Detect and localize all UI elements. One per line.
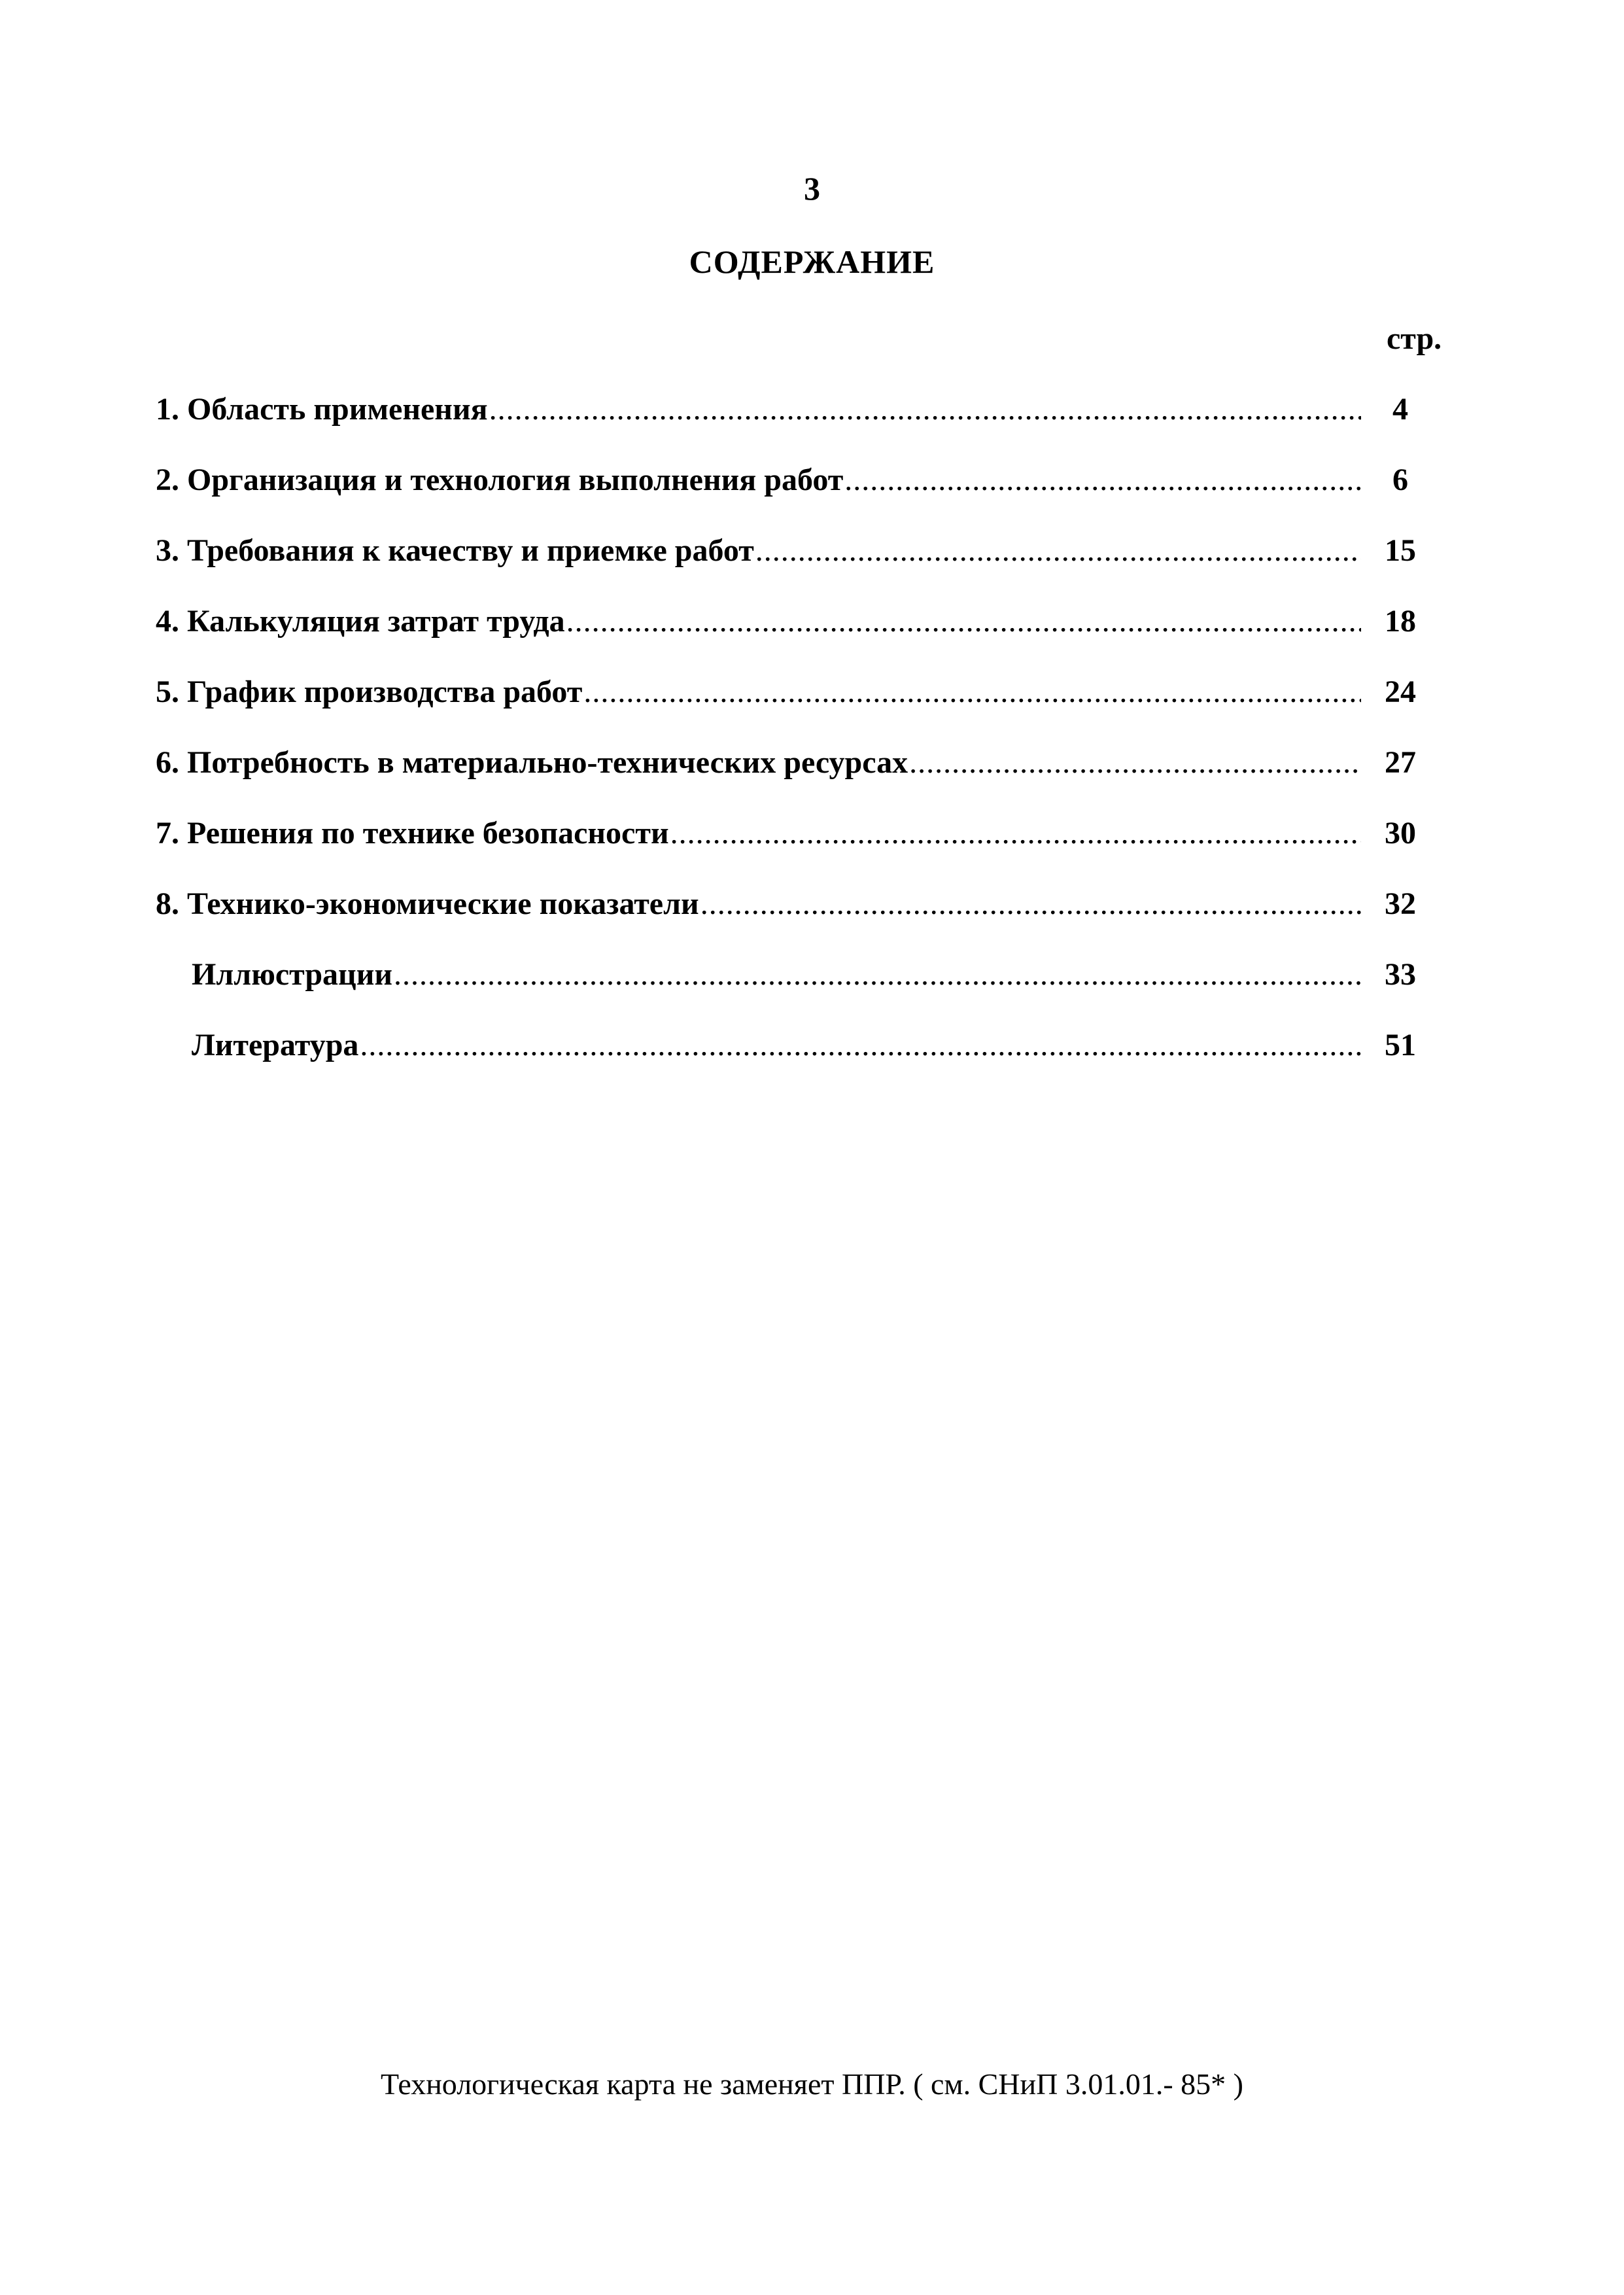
toc-entry-number: 3. (156, 533, 179, 568)
toc-entry-page: 33 (1385, 957, 1416, 992)
toc-entry-page: 4 (1392, 392, 1408, 427)
dot-leader (844, 461, 1361, 500)
dot-leader (360, 1026, 1361, 1065)
toc-entry-illustrations (156, 955, 1434, 1026)
toc-entry-title: График производства работ (187, 674, 583, 709)
dot-leader (583, 673, 1361, 712)
table-of-contents (156, 390, 1434, 1096)
toc-entry-title: Технико-экономические показатели (187, 886, 699, 921)
toc-entry-schedule (156, 673, 1434, 743)
toc-entry-title: Организация и технология выполнения работ (187, 463, 844, 497)
toc-entry-title: Решения по технике безопасности (187, 816, 669, 850)
toc-entry-quality (156, 531, 1434, 602)
toc-entry-page: 32 (1385, 886, 1416, 921)
toc-entry-literature (156, 1026, 1434, 1096)
toc-entry-page: 24 (1385, 674, 1416, 709)
toc-entry-safety (156, 814, 1434, 885)
dot-leader (394, 955, 1361, 994)
toc-entry-title: Потребность в материально-технических ресурсах (187, 745, 908, 780)
toc-entry-page: 18 (1385, 604, 1416, 639)
toc-title: СОДЕРЖАНИЕ (689, 243, 935, 280)
toc-entry-page: 15 (1385, 533, 1416, 568)
toc-entry-resources (156, 743, 1434, 814)
toc-entry-number: 4. (156, 604, 179, 639)
toc-entry-title: Область применения (187, 392, 488, 427)
footer-note: Технологическая карта не заменяет ППР. ( см. СНиП 3.01.01.- 85* ) (381, 2067, 1243, 2101)
toc-entry-page: 51 (1385, 1028, 1416, 1062)
dot-leader (489, 390, 1361, 429)
dot-leader (755, 531, 1361, 570)
toc-entry-title: Требования к качеству и приемке работ (187, 533, 754, 568)
toc-entry-labor-costing (156, 602, 1434, 673)
toc-entry-title: Литература (192, 1028, 359, 1062)
dot-leader (566, 602, 1361, 641)
toc-entry-page: 6 (1392, 463, 1408, 497)
toc-entry-number: 2. (156, 463, 179, 497)
dot-leader (909, 743, 1361, 782)
toc-entry-number: 6. (156, 745, 179, 780)
page-column-label: стр. (1387, 321, 1442, 356)
toc-entry-number: 7. (156, 816, 179, 850)
toc-entry-number: 8. (156, 886, 179, 921)
toc-entry-title: Иллюстрации (192, 957, 393, 992)
toc-entry-indicators (156, 885, 1434, 955)
dot-leader (670, 814, 1361, 853)
toc-entry-scope (156, 390, 1434, 461)
toc-entry-page: 30 (1385, 816, 1416, 850)
toc-entry-number: 5. (156, 674, 179, 709)
page-number: 3 (804, 170, 820, 207)
toc-entry-organization (156, 461, 1434, 531)
toc-entry-title: Калькуляция затрат труда (187, 604, 565, 639)
toc-entry-number: 1. (156, 392, 179, 427)
toc-entry-page: 27 (1385, 745, 1416, 780)
dot-leader (700, 885, 1361, 924)
